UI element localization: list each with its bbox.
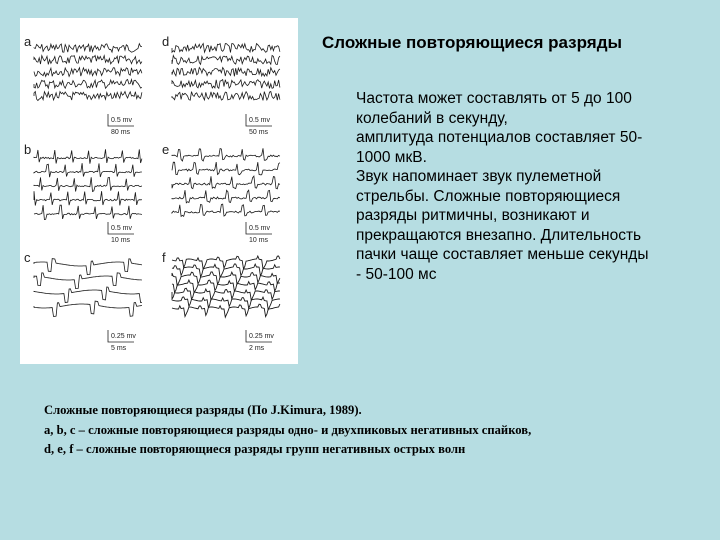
description-line: стрельбы. Сложные повторяющиеся bbox=[356, 187, 621, 205]
emg-trace bbox=[172, 204, 280, 216]
emg-trace bbox=[172, 92, 280, 101]
panel-label: e bbox=[162, 142, 170, 157]
emg-trace bbox=[34, 191, 142, 205]
emg-trace bbox=[172, 80, 280, 89]
scale-time-label: 2 ms bbox=[249, 345, 265, 352]
emg-trace bbox=[34, 301, 142, 316]
emg-trace bbox=[34, 163, 142, 177]
emg-trace bbox=[34, 259, 142, 275]
description-text bbox=[356, 89, 700, 284]
emg-trace bbox=[34, 56, 142, 65]
description-line: - 50-100 мс bbox=[356, 265, 437, 283]
scale-time-label: 50 ms bbox=[249, 129, 269, 136]
panel-label: a bbox=[24, 34, 32, 49]
emg-trace bbox=[34, 177, 142, 191]
emg-trace bbox=[172, 272, 280, 286]
emg-figure-graphic bbox=[20, 18, 298, 364]
emg-trace bbox=[34, 68, 142, 77]
scale-amplitude-label: 0.25 mv bbox=[111, 333, 136, 340]
figure-caption bbox=[44, 401, 704, 460]
scale-amplitude-label: 0.25 mv bbox=[249, 333, 274, 340]
panel-label: f bbox=[162, 250, 166, 265]
description-line: Частота может составлять от 5 до 100 bbox=[356, 90, 632, 107]
description-line: Звук напоминает звук пулеметной bbox=[356, 168, 602, 185]
scale-amplitude-label: 0.5 mv bbox=[249, 225, 271, 232]
emg-trace bbox=[172, 176, 280, 189]
emg-trace bbox=[172, 148, 280, 161]
emg-trace bbox=[34, 205, 142, 219]
scale-amplitude-label: 0.5 mv bbox=[249, 117, 271, 124]
description-line: разряды ритмичны, возникают и bbox=[356, 207, 590, 224]
slide-title: Сложные повторяющиеся разряды bbox=[322, 33, 622, 52]
emg-trace bbox=[172, 297, 280, 310]
emg-trace bbox=[34, 273, 142, 289]
description-line: пачки чаще составляет меньше секунды bbox=[356, 246, 649, 263]
panel-label: b bbox=[24, 142, 32, 157]
scale-time-label: 10 ms bbox=[249, 237, 269, 244]
description-line: амплитуда потенциалов составляет 50- bbox=[356, 129, 643, 146]
emg-trace bbox=[34, 80, 142, 89]
panel-label: d bbox=[162, 34, 170, 49]
caption-line: Сложные повторяющиеся разряды (По J.Kimura, 1989). bbox=[44, 403, 362, 417]
description-line: прекращаются внезапно. Длительность bbox=[356, 226, 642, 244]
emg-trace bbox=[34, 92, 142, 101]
scale-amplitude-label: 0.5 mv bbox=[111, 117, 133, 124]
caption-line: a, b, c – сложные повторяющиеся разряды одно- и двухпиковых негативных спайков, bbox=[44, 422, 532, 437]
emg-trace bbox=[172, 162, 280, 175]
panel-label: c bbox=[24, 250, 31, 265]
emg-trace bbox=[172, 190, 280, 203]
emg-trace bbox=[34, 44, 142, 53]
emg-trace bbox=[34, 149, 142, 163]
scale-amplitude-label: 0.5 mv bbox=[111, 225, 133, 232]
emg-trace bbox=[172, 304, 280, 317]
emg-trace bbox=[34, 287, 142, 303]
scale-time-label: 10 ms bbox=[111, 237, 131, 244]
scale-time-label: 80 ms bbox=[111, 129, 131, 136]
caption-line: d, e, f – сложные повторяющиеся разряды групп негативных острых волн bbox=[44, 442, 466, 456]
emg-trace bbox=[172, 68, 280, 77]
emg-figure bbox=[20, 18, 298, 364]
emg-trace bbox=[172, 44, 280, 53]
description-line: колебаний в секунду, bbox=[356, 109, 508, 127]
description-line: 1000 мкВ. bbox=[356, 148, 427, 166]
scale-time-label: 5 ms bbox=[111, 345, 127, 352]
emg-trace bbox=[172, 56, 280, 65]
